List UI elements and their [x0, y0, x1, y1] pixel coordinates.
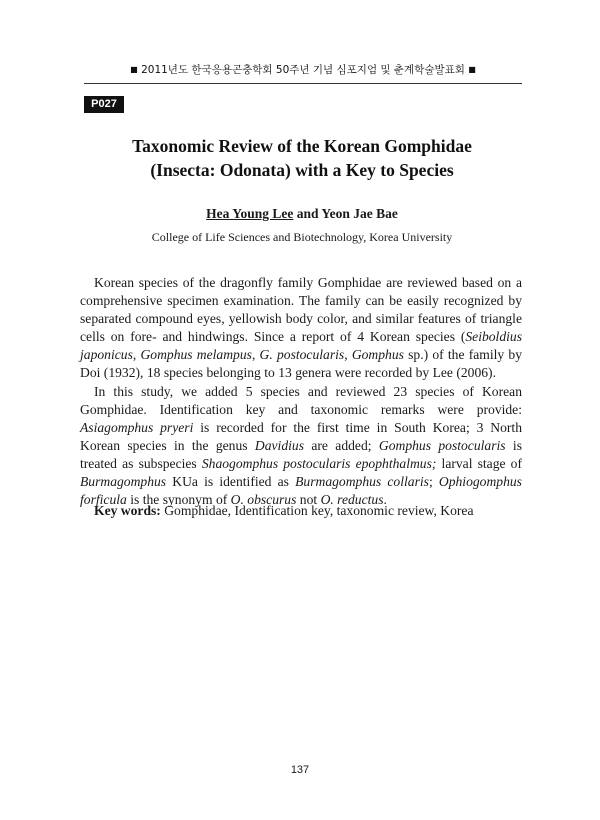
- taxon-name: Burmagomphus: [80, 474, 167, 490]
- taxon-name: Ophiogomphus forficula: [80, 474, 522, 508]
- keywords: [80, 502, 522, 520]
- author-2: Yeon Jae Bae: [321, 206, 398, 221]
- header-bullet-left: ■: [130, 65, 138, 74]
- abstract-text-run: ;: [428, 474, 439, 490]
- abstract-text-run: .: [383, 492, 387, 508]
- abstract-text-run: ,: [344, 347, 352, 363]
- page-number: 137: [290, 764, 310, 776]
- abstract-text-run: ,: [132, 347, 141, 363]
- abstract-text-run: KUa is identified as: [166, 474, 296, 490]
- title-line-2: (Insecta: Odonata) with a Key to Species: [150, 160, 454, 180]
- taxon-name: Davidius: [254, 437, 304, 453]
- taxon-name: G. postocularis: [259, 347, 345, 363]
- abstract-text-run: is treated as subspecies: [80, 437, 522, 471]
- affiliation: College of Life Sciences and Biotechnology, Korea University: [151, 230, 453, 244]
- abstract-paragraph-1: [80, 274, 522, 383]
- taxon-name: O. obscurus: [230, 492, 297, 508]
- taxon-name: Gomphus postocularis: [378, 437, 506, 453]
- abstract-text-run: not: [296, 492, 321, 508]
- abstract-text-run: ,: [251, 347, 260, 363]
- title-line-1: Taxonomic Review of the Korean Gomphidae: [132, 136, 472, 156]
- abstract-text-run: sp.) of the family by Doi (1932), 18 species belonging to 13 genera were recorded by Lee (2006).: [80, 347, 523, 381]
- header-bullet-right: ■: [468, 65, 476, 74]
- taxon-name: Seiboldius japonicus: [80, 329, 522, 363]
- taxon-name: Shaogomphus postocularis epophthalmus;: [201, 455, 437, 471]
- taxon-name: Asiagomphus pryeri: [80, 419, 194, 435]
- keywords-text: Gomphidae, Identification key, taxonomic review, Korea: [160, 503, 474, 518]
- abstract-text-run: is recorded for the first time in South Korea; 3 North Korean species in the genus: [80, 419, 522, 453]
- abstract-text-run: are added;: [304, 437, 379, 453]
- poster-id-badge: P027: [84, 96, 124, 113]
- keywords-label: Key words:: [94, 503, 161, 518]
- abstract-text-run: is the synonym of: [126, 492, 231, 508]
- author-joiner: and: [293, 206, 322, 221]
- running-header: [84, 61, 522, 84]
- abstract-text-run: larval stage of: [436, 455, 522, 471]
- paper-title: [84, 134, 520, 182]
- taxon-name: O. reductus: [320, 492, 384, 508]
- taxon-name: Gomphus: [351, 347, 404, 363]
- taxon-name: Gomphus melampus: [140, 347, 252, 363]
- abstract-text-run: Korean species of the dragonfly family Gomphidae are reviewed based on a comprehensive specimen examination. The family can be easily recognized by separated compound eyes, yellowish body color, and similar features of triangle cells on fore- and hindwings. Since a report of 4 Korean species (: [80, 275, 522, 345]
- abstract-text-run: In this study, we added 5 species and reviewed 23 species of Korean Gomphidae. Identification key and taxonomic remarks were provide:: [80, 383, 522, 417]
- taxon-name: Burmagomphus collaris: [295, 474, 429, 490]
- author-line: [84, 205, 520, 223]
- abstract-body: [80, 274, 522, 509]
- header-text: 2011년도 한국응용곤충학회 50주년 기념 심포지엄 및 춘계학술발표회: [141, 64, 465, 76]
- author-1: Hea Young Lee: [206, 206, 294, 221]
- abstract-paragraph-2: [80, 383, 522, 510]
